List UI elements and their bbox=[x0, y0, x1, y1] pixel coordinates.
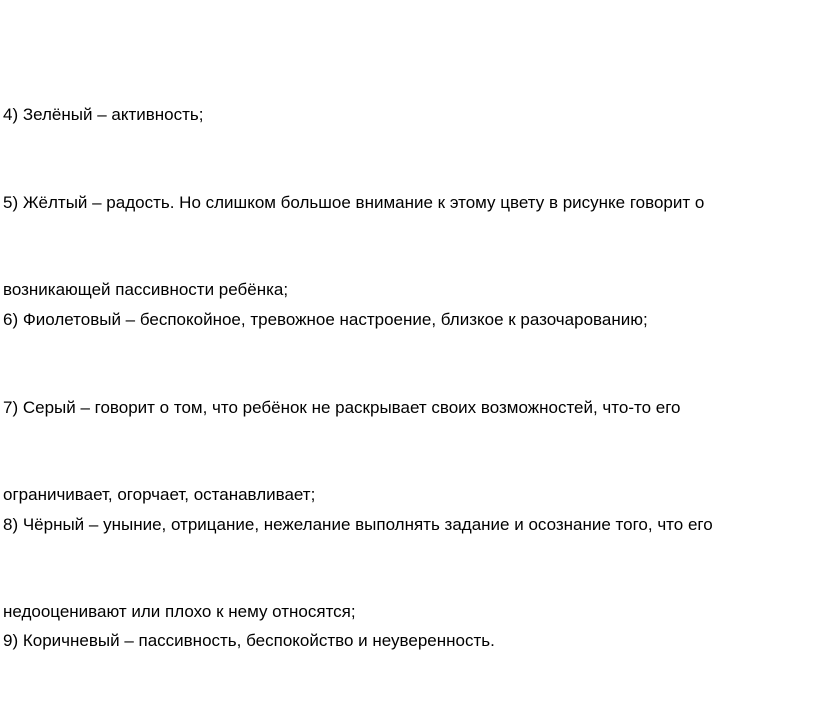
paragraph-line: 9) Коричневый – пассивность, беспокойство и неуверенность. bbox=[3, 631, 495, 650]
paragraph-line: 4) Зелёный – активность; bbox=[3, 105, 204, 124]
paragraph-line: 6) Фиолетовый – беспокойное, тревожное настроение, близкое к разочарованию; bbox=[3, 310, 648, 329]
paragraph-line: 5) Жёлтый – радость. Но слишком большое внимание к этому цвету в рисунке говорит о bbox=[3, 193, 705, 212]
paragraph-line: ограничивает, огорчает, останавливает; bbox=[3, 485, 316, 504]
paragraph-line: возникающей пассивности ребёнка; bbox=[3, 280, 289, 299]
paragraph-line: 7) Серый – говорит о том, что ребёнок не раскрывает своих возможностей, что-то его bbox=[3, 398, 681, 417]
paragraph-line: 8) Чёрный – уныние, отрицание, нежелание выполнять задание и осознание того, что его bbox=[3, 515, 713, 534]
paragraph-line: недооценивают или плохо к нему относятся; bbox=[3, 602, 356, 621]
paragraph-brown bbox=[3, 568, 495, 713]
